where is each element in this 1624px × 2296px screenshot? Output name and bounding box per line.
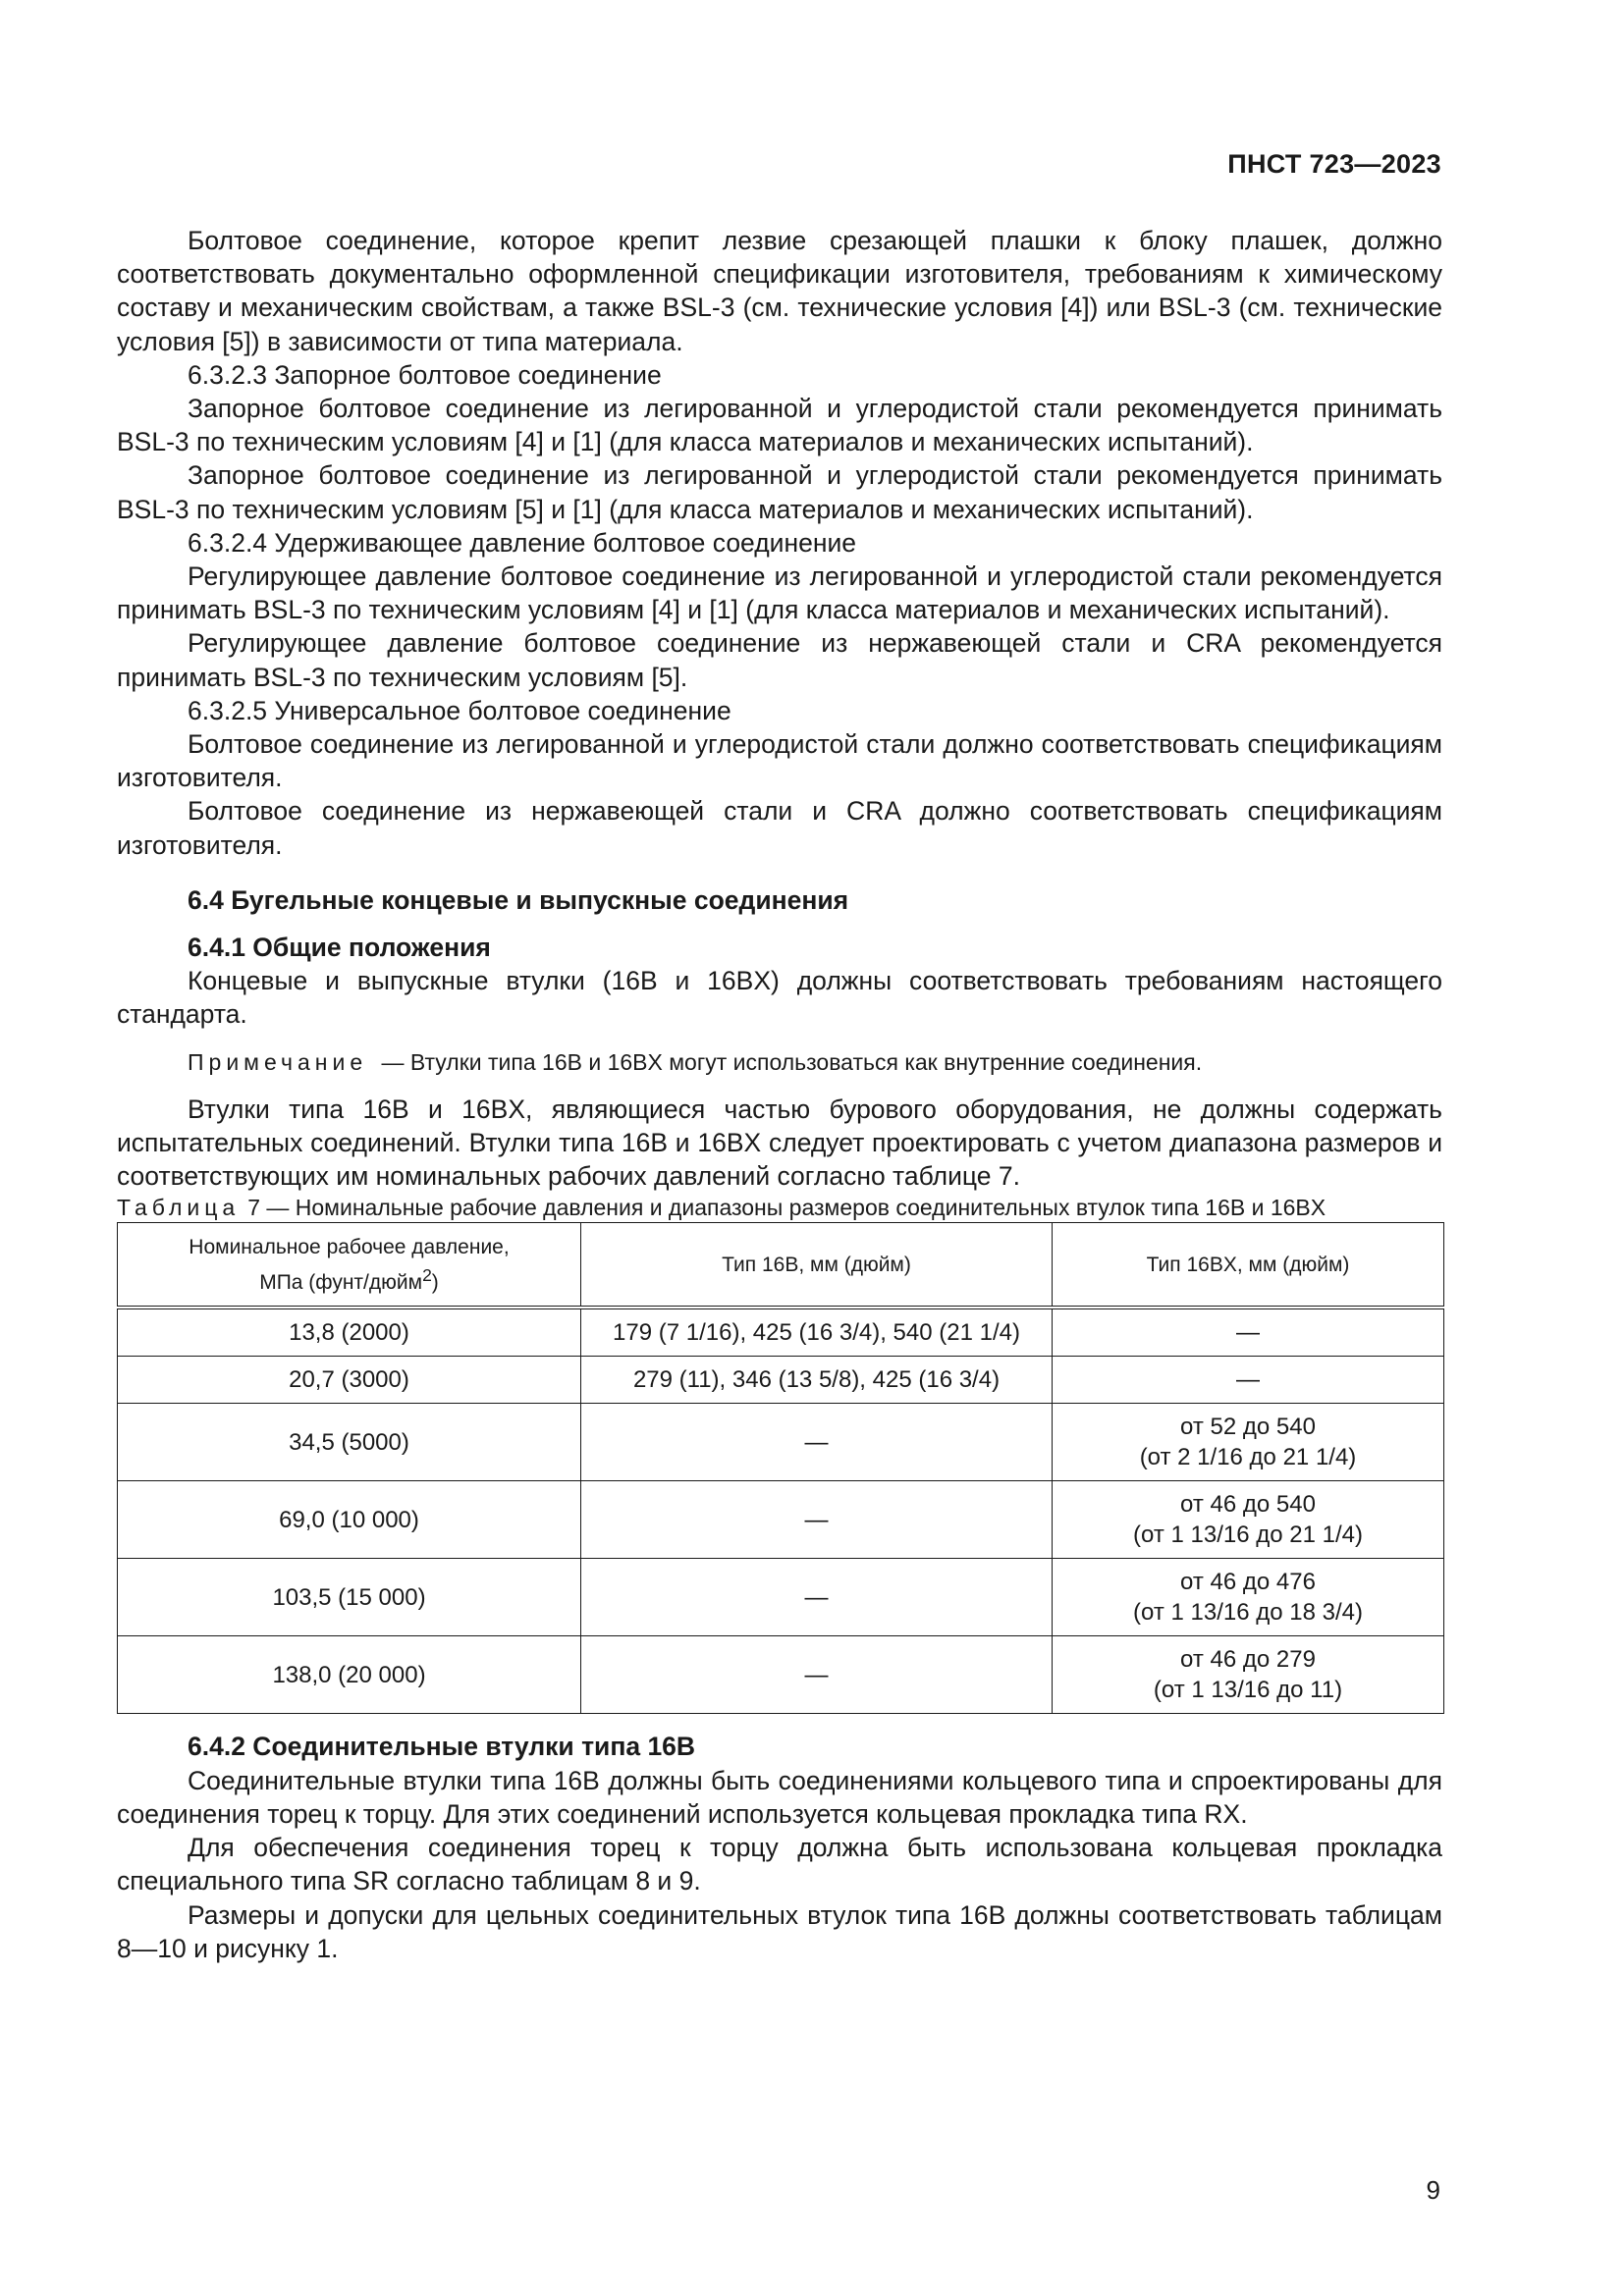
paragraph: Регулирующее давление болтовое соединение из нержавеющей стали и CRA рекомендуется принимать BSL-3 по техническим условиям [5].: [117, 628, 1442, 692]
cell-type16b: 279 (11), 346 (13 5/8), 425 (16 3/4): [581, 1357, 1053, 1404]
cell-type16bx-line2: (от 1 13/16 до 18 3/4): [1133, 1599, 1363, 1627]
paragraph: Размеры и допуски для цельных соединительных втулок типа 16B должны соответствовать таблицам 8—10 и рисунку 1.: [117, 1899, 1442, 1963]
cell-pressure: 69,0 (10 000): [118, 1481, 581, 1559]
table-row: [118, 1357, 1444, 1404]
table-header-row: [118, 1223, 1444, 1308]
cell-type16b: —: [581, 1636, 1053, 1714]
cell-type16bx-line1: от 46 до 540: [1180, 1491, 1316, 1519]
cell-type16bx: [1053, 1636, 1444, 1714]
paragraph: Запорное болтовое соединение из легированной и углеродистой стали рекомендуется принимать BSL-3 по техническим условиям [5] и [1] (для класса материалов и механических испытаний).: [117, 460, 1442, 524]
section-heading-6-4: 6.4 Бугельные концевые и выпускные соединения: [188, 884, 849, 915]
cell-type16b: —: [581, 1404, 1053, 1481]
cell-type16b: —: [581, 1481, 1053, 1559]
paragraph: Соединительные втулки типа 16B должны быть соединениями кольцевого типа и спроектированы для соединения торец к торцу. Для этих соединений используется кольцевая прокладка типа RX.: [117, 1765, 1442, 1829]
cell-type16bx: [1053, 1481, 1444, 1559]
paragraph: Болтовое соединение из легированной и углеродистой стали должно соответствовать спецификациям изготовителя.: [117, 729, 1442, 793]
header-pressure: [118, 1223, 581, 1308]
header-pressure-sup: 2: [422, 1264, 432, 1285]
paragraph: Болтовое соединение из нержавеющей стали и CRA должно соответствовать спецификациям изготовителя.: [117, 796, 1442, 860]
cell-pressure: 13,8 (2000): [118, 1308, 581, 1357]
clause-title: 6.3.2.3 Запорное болтовое соединение: [188, 359, 662, 390]
cell-type16bx-line2: (от 1 13/16 до 11): [1153, 1677, 1343, 1704]
cell-pressure: 34,5 (5000): [118, 1404, 581, 1481]
note-label: Примечание: [188, 1048, 368, 1075]
header-pressure-line1: Номинальное рабочее давление,: [189, 1235, 510, 1258]
cell-type16b: —: [581, 1559, 1053, 1636]
table-caption: [117, 1193, 1442, 1222]
cell-type16bx-line1: от 46 до 279: [1180, 1646, 1316, 1674]
note: [117, 1045, 1442, 1079]
cell-type16b: 179 (7 1/16), 425 (16 3/4), 540 (21 1/4): [581, 1308, 1053, 1357]
header-type16bx: Тип 16BX, мм (дюйм): [1053, 1223, 1444, 1308]
paragraph: Регулирующее давление болтовое соединение из легированной и углеродистой стали рекомендуется принимать BSL-3 по техническим условиям [4] и [1] (для класса материалов и механических испытаний).: [117, 561, 1442, 625]
cell-pressure: 103,5 (15 000): [118, 1559, 581, 1636]
cell-type16bx: [1053, 1404, 1444, 1481]
page-body: [117, 224, 1442, 1965]
cell-type16bx-line1: от 52 до 540: [1180, 1414, 1316, 1441]
cell-type16bx: [1053, 1559, 1444, 1636]
section-heading-6-4-1: 6.4.1 Общие положения: [188, 933, 491, 963]
paragraph: Концевые и выпускные втулки (16B и 16BX) должны соответствовать требованиям настоящего стандарта.: [117, 966, 1442, 1030]
clause-title: 6.3.2.4 Удерживающее давление болтовое соединение: [188, 527, 857, 558]
note-text: — Втулки типа 16B и 16BX могут использоваться как внутренние соединения.: [381, 1048, 1203, 1075]
header-pressure-line2: МПа (фунт/дюйм: [259, 1270, 423, 1294]
clause-title: 6.3.2.5 Универсальное болтовое соединение: [188, 695, 731, 725]
cell-type16bx: [1053, 1357, 1444, 1404]
table-row: [118, 1559, 1444, 1636]
document-code: ПНСТ 723—2023: [1227, 149, 1441, 179]
paragraph: Запорное болтовое соединение из легированной и углеродистой стали рекомендуется принимать BSL-3 по техническим условиям [4] и [1] (для класса материалов и механических испытаний).: [117, 394, 1442, 457]
table-caption-text: 7 — Номинальные рабочие давления и диапазоны размеров соединительных втулок типа 16B и 16BX: [247, 1195, 1326, 1221]
header-type16b: Тип 16B, мм (дюйм): [581, 1223, 1053, 1308]
table-caption-label: Таблица: [117, 1195, 241, 1221]
cell-type16bx-line1: от 46 до 476: [1180, 1569, 1316, 1596]
cell-type16bx-line1: —: [1236, 1366, 1260, 1394]
table-row: [118, 1636, 1444, 1714]
table-row: [118, 1481, 1444, 1559]
paragraph: Втулки типа 16B и 16BX, являющиеся частью бурового оборудования, не должны содержать испытательных соединений. Втулки типа 16B и 16BX следует проектировать с учетом диапазона размеров и соответствующих им номинальных рабочих давлений согласно таблице 7.: [117, 1094, 1442, 1192]
cell-type16bx: [1053, 1308, 1444, 1357]
cell-pressure: 20,7 (3000): [118, 1357, 581, 1404]
section-heading-6-4-2: 6.4.2 Соединительные втулки типа 16B: [188, 1732, 696, 1762]
cell-type16bx-line2: (от 2 1/16 до 21 1/4): [1139, 1444, 1357, 1471]
cell-type16bx-line2: (от 1 13/16 до 21 1/4): [1133, 1522, 1363, 1549]
pressure-size-table: [117, 1222, 1444, 1714]
paragraph: Болтовое соединение, которое крепит лезвие срезающей плашки к блоку плашек, должно соответствовать документально оформленной спецификации изготовителя, требованиям к химическому составу и механическим свойствам, а также BSL-3 (см. технические условия [4]) или BSL-3 (см. технические условия [5]) в зависимости от типа материала.: [117, 226, 1442, 356]
table-row: [118, 1404, 1444, 1481]
page-number: 9: [1426, 2175, 1440, 2205]
cell-pressure: 138,0 (20 000): [118, 1636, 581, 1714]
cell-type16bx-line1: —: [1236, 1319, 1260, 1347]
header-pressure-close: ): [431, 1270, 439, 1294]
paragraph: Для обеспечения соединения торец к торцу должна быть использована кольцевая прокладка специального типа SR согласно таблицам 8 и 9.: [117, 1833, 1442, 1896]
table-row: [118, 1308, 1444, 1357]
